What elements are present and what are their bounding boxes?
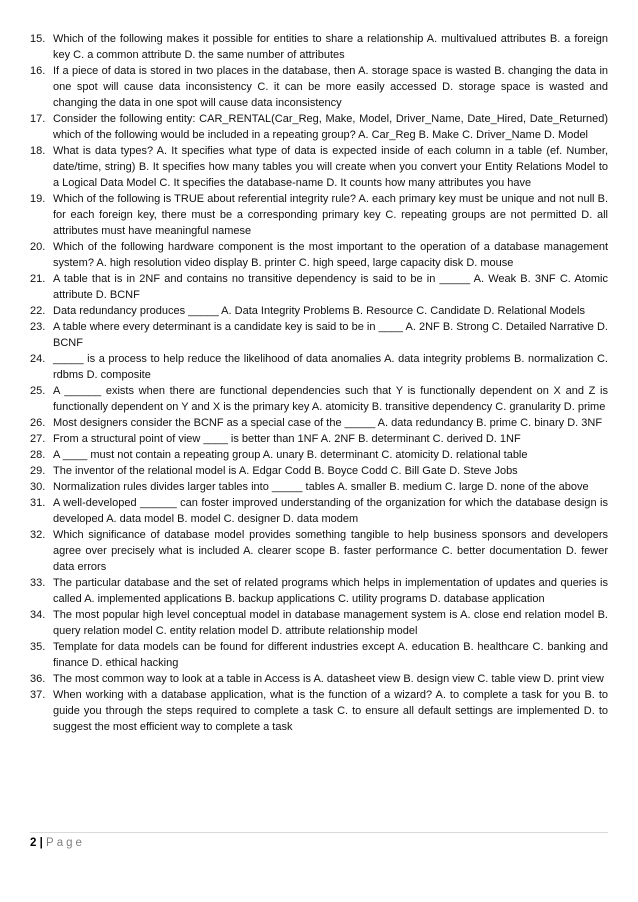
- question-text: From a structural point of view ____ is better than 1NF A. 2NF B. determinant C. derived D. 1NF: [53, 433, 521, 445]
- question-item: [30, 607, 608, 639]
- question-number: 25.: [30, 385, 46, 397]
- question-number: 20.: [30, 241, 46, 253]
- question-item: [30, 495, 608, 527]
- question-number: 31.: [30, 497, 46, 509]
- question-item: [30, 687, 608, 735]
- question-number: 15.: [30, 33, 46, 45]
- question-number: 18.: [30, 145, 46, 157]
- question-item: [30, 191, 608, 239]
- question-text: A well-developed ______ can foster improved understanding of the organization for which the database design is developed A. data model B. model C. designer D. data modem: [53, 497, 608, 525]
- footer-separator: |: [39, 837, 43, 849]
- question-text: Normalization rules divides larger tables into _____ tables A. smaller B. medium C. large D. none of the above: [53, 481, 589, 493]
- question-number: 32.: [30, 529, 46, 541]
- question-list: [30, 31, 608, 735]
- question-item: [30, 319, 608, 351]
- question-item: [30, 479, 608, 495]
- question-item: [30, 383, 608, 415]
- question-text: The most popular high level conceptual model in database management system is A. close end relation model B. query relation model C. entity relation model D. attribute relationship model: [53, 609, 608, 637]
- question-number: 36.: [30, 673, 46, 685]
- question-text: _____ is a process to help reduce the likelihood of data anomalies A. data integrity problems B. normalization C. rdbms D. composite: [53, 353, 608, 381]
- question-number: 30.: [30, 481, 46, 493]
- page-number: 2: [30, 837, 37, 849]
- question-item: [30, 575, 608, 607]
- question-number: 17.: [30, 113, 46, 125]
- question-text: Most designers consider the BCNF as a special case of the _____ A. data redundancy B. prime C. binary D. 3NF: [53, 417, 603, 429]
- question-item: [30, 239, 608, 271]
- question-number: 35.: [30, 641, 46, 653]
- question-text: A table where every determinant is a candidate key is said to be in ____ A. 2NF B. Strong C. Detailed Narrative D. BCNF: [53, 321, 608, 349]
- page-label: Page: [46, 837, 85, 849]
- question-text: A table that is in 2NF and contains no transitive dependency is said to be in _____ A. Weak B. 3NF C. Atomic attribute D. BCNF: [53, 273, 608, 301]
- question-text: The particular database and the set of related programs which helps in implementation of updates and queries is called A. implemented applications B. backup applications C. utility programs D. database application: [53, 577, 608, 605]
- question-number: 23.: [30, 321, 46, 333]
- question-text: A ____ must not contain a repeating group A. unary B. determinant C. atomicity D. relational table: [53, 449, 528, 461]
- question-text: Which significance of database model provides something tangible to help business sponsors and developers agree over precisely what is included A. clearer scope B. faster performance C. better documentation D. fewer data errors: [53, 529, 608, 573]
- question-text: Template for data models can be found for different industries except A. education B. healthcare C. banking and finance D. ethical hacking: [53, 641, 608, 669]
- question-number: 28.: [30, 449, 46, 461]
- question-text: What is data types? A. It specifies what type of data is expected inside of each column in a table (ef. Number, date/time, string) B. It specifies how many tables you will create when you convert your Entity Relations Model to a Logical Data Model C. It specifies the database-name D. It counts how many attributes you have: [53, 145, 608, 189]
- question-number: 26.: [30, 417, 46, 429]
- question-text: When working with a database application, what is the function of a wizard? A. to complete a task for you B. to guide you through the steps required to complete a task C. to ensure all default settings are implemented D. to suggest the most efficient way to complete a task: [53, 689, 608, 733]
- question-text: Data redundancy produces _____ A. Data Integrity Problems B. Resource C. Candidate D. Relational Models: [53, 305, 585, 317]
- question-item: [30, 447, 608, 463]
- question-item: [30, 63, 608, 111]
- question-number: 37.: [30, 689, 46, 701]
- question-number: 27.: [30, 433, 46, 445]
- question-item: [30, 143, 608, 191]
- question-item: [30, 415, 608, 431]
- question-item: [30, 639, 608, 671]
- question-item: [30, 303, 608, 319]
- question-item: [30, 111, 608, 143]
- question-item: [30, 31, 608, 63]
- question-number: 29.: [30, 465, 46, 477]
- question-item: [30, 351, 608, 383]
- page-footer: [30, 832, 608, 849]
- question-number: 34.: [30, 609, 46, 621]
- question-text: A ______ exists when there are functional dependencies such that Y is functionally dependent on X and Z is functionally dependent on Y and X is the primary key A. atomicity B. transitive dependency C. granularity D. prime: [53, 385, 608, 413]
- question-text: Which of the following is TRUE about referential integrity rule? A. each primary key must be unique and not null B. for each foreign key, there must be a corresponding primary key C. repeating groups are not permitted D. all attributes must have meaningful namese: [53, 193, 608, 237]
- question-text: If a piece of data is stored in two places in the database, then A. storage space is wasted B. changing the data in one spot will cause data inconsistency C. it can be more easily accessed D. storage space is wasted and changing the data in one spot will cause data inconsistency: [53, 65, 608, 109]
- question-text: The inventor of the relational model is A. Edgar Codd B. Boyce Codd C. Bill Gate D. Steve Jobs: [53, 465, 518, 477]
- question-text: Which of the following makes it possible for entities to share a relationship A. multivalued attributes B. a foreign key C. a common attribute D. the same number of attributes: [53, 33, 608, 61]
- question-number: 24.: [30, 353, 46, 365]
- question-item: [30, 431, 608, 447]
- question-item: [30, 271, 608, 303]
- question-number: 19.: [30, 193, 46, 205]
- question-item: [30, 463, 608, 479]
- question-number: 21.: [30, 273, 46, 285]
- question-text: Which of the following hardware component is the most important to the operation of a database management system? A. high resolution video display B. printer C. high speed, large capacity disk D. mouse: [53, 241, 608, 269]
- question-number: 16.: [30, 65, 46, 77]
- question-number: 22.: [30, 305, 46, 317]
- question-number: 33.: [30, 577, 46, 589]
- question-text: Consider the following entity: CAR_RENTAL(Car_Reg, Make, Model, Driver_Name, Date_Hired, Date_Returned) which of the following would be included in a repeating group? A. Car_Reg B. Make C. Driver_Name D. Model: [53, 113, 608, 141]
- question-item: [30, 527, 608, 575]
- question-item: [30, 671, 608, 687]
- question-text: The most common way to look at a table in Access is A. datasheet view B. design view C. table view D. print view: [53, 673, 604, 685]
